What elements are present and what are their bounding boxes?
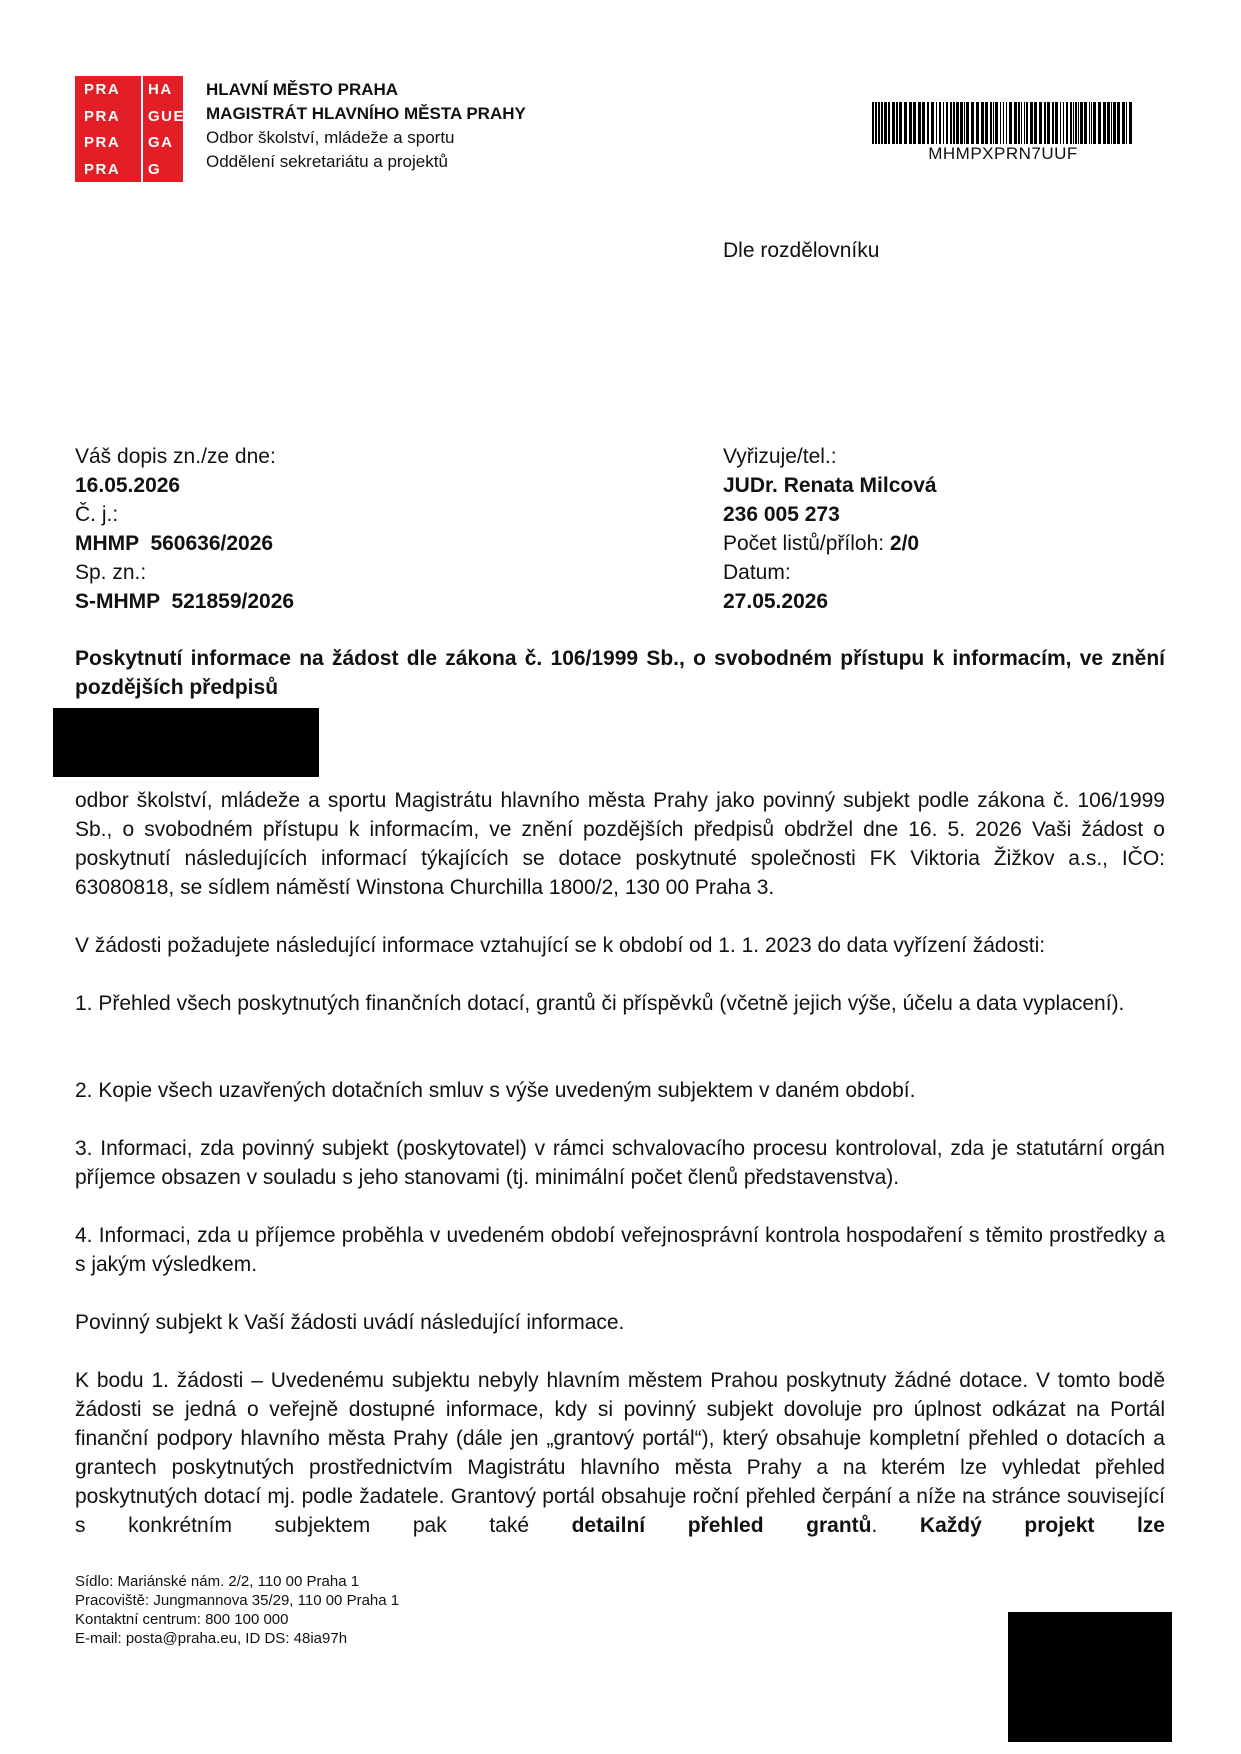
ref-date-label: Datum: [723,561,791,584]
barcode-bar [956,102,959,144]
barcode-bar [1107,102,1110,144]
barcode-bar [950,102,952,144]
barcode-bar [946,102,948,144]
barcode-bar [1078,102,1079,144]
barcode-bar [985,102,988,144]
footer-email: E-mail: posta@praha.eu, ID DS: 48ia97h [75,1630,348,1647]
body-paragraph: 1. Přehled všech poskytnutých finančních dotací, grantů či příspěvků (včetně jejich výše, účelu a data vyplacení). [75,992,1125,1015]
barcode-text: MHMPXPRN7UUF [928,144,1078,163]
ref-handler-name: JUDr. Renata Milcová [723,474,937,497]
barcode-bar [913,102,916,144]
body-paragraph: 3. Informaci, zda povinný subjekt (poskytovatel) v rámci schvalovacího procesu kontroloval, zda je statutární orgán příjemce obsazen v souladu s jeho stanovami (tj. minimální počet členů představenstva). [75,1137,1165,1189]
logo-text: G [148,160,162,178]
barcode-bar [1103,102,1106,144]
header-department: Odbor školství, mládeže a sportu [206,128,455,147]
redacted-block [1008,1612,1172,1742]
barcode-bar [1024,102,1025,144]
barcode-bar [881,102,883,144]
barcode-bar [909,102,912,144]
logo-row [75,156,183,183]
barcode-bar [918,102,921,144]
barcode-bar [1018,102,1020,144]
ref-cj-label: Č. j.: [75,503,119,526]
ref-letter-label: Váš dopis zn./ze dne: [75,445,276,468]
footer-contact: Kontaktní centrum: 800 100 000 [75,1611,289,1628]
barcode-bar [1091,102,1092,144]
barcode-bar [1111,102,1112,144]
barcode-bar [1026,102,1028,144]
ref-pages-value: 2/0 [889,532,920,555]
barcode-bar [976,102,979,144]
barcode-bar [943,102,944,144]
addressee: Dle rozdělovníku [723,239,880,262]
barcode-bar [1044,102,1046,144]
barcode-bar [1066,102,1068,144]
ref-letter-date: 16.05.2026 [75,474,181,497]
header-section: Oddělení sekretariátu a projektů [206,152,448,171]
logo-row [75,76,183,103]
ref-pages-label: Počet listů/příloh: [723,532,890,555]
logo-row [75,129,183,156]
barcode-bar [1030,102,1033,144]
body-text: . [871,1514,920,1537]
barcode-bar [872,102,874,144]
barcode-bar [904,102,907,144]
barcode-bar [884,102,887,144]
barcode-bar [993,102,994,144]
logo-text: PRA [84,134,121,151]
barcode-bar [1129,102,1132,144]
barcode-bar [1070,102,1072,144]
barcode-bar [1052,102,1054,144]
barcode-bar [1126,102,1127,144]
barcode-bar [1034,102,1037,144]
barcode-bar [1047,102,1050,144]
barcode-bar [875,102,877,144]
barcode-bar [1089,102,1090,144]
logo-text: PRA [84,81,121,98]
barcode-bar [1021,102,1022,144]
letter-subject: Poskytnutí informace na žádost dle zákona č. 106/1999 Sb., o svobodném přístupu k informacím, ve znění pozdějších předpisů [75,647,1165,699]
barcode-bar [1093,102,1096,144]
barcode-bar [981,102,984,144]
barcode-bar [939,102,941,144]
body-paragraph: odbor školství, mládeže a sportu Magistrátu hlavního města Prahy jako povinný subjekt podle zákona č. 106/1999 Sb., o svobodném přístupu k informacím, ve znění pozdějších předpisů obdržel dne 16. 5. 2026 Vaši žádost o poskytnutí následujících informací týkajících se dotace poskytnuté společnosti FK Viktoria Žižkov a.s., IČO: 63080818, se sídlem náměstí Winstona Churchilla 1800/2, 130 00 Praha 3. [75,789,1165,899]
body-paragraph: 2. Kopie všech uzavřených dotačních smluv s výše uvedeným subjektem v daném období. [75,1079,916,1102]
body-paragraph: Povinný subjekt k Vaší žádosti uvádí následující informace. [75,1311,625,1334]
body-paragraph: V žádosti požadujete následující informace vztahující se k období od 1. 1. 2023 do data vyřízení žádosti: [75,934,1046,957]
ref-spzn-label: Sp. zn.: [75,561,147,584]
barcode-bar [896,102,898,144]
ref-handler-phone: 236 005 273 [723,503,840,526]
ref-handler-label: Vyřizuje/tel.: [723,445,837,468]
body-paragraph [75,1366,1165,1540]
barcode-bar [927,102,929,144]
barcode-bar [1014,102,1017,144]
body-text: K bodu 1. žádosti – Uvedenému subjektu nebyly hlavním městem Prahou poskytnuty žádné dotace. V tomto bodě žádosti se jedná o veřejně dostupné informace, kdy si povinný subjekt dovoluje pro úplnost odkázat na Portál finanční podpory hlavního města Prahy (dále jen „grantový portál“), který obsahuje kompletní přehled o dotacích a grantech poskytnutých prostřednictvím Magistrátu hlavního města Prahy a na kterém lze vyhledat přehled poskytnutých dotací mj. podle žadatele. Grantový portál obsahuje roční přehled čerpání a níže na stránce související s konkrétním subjektem pak také [75,1369,1165,1537]
logo-text: PRA [84,160,121,178]
barcode-bar [990,102,992,144]
barcode-bar [1113,102,1116,144]
logo-text: HA [148,81,173,98]
logo-text: GUE [148,107,186,125]
barcode-bar [1055,102,1058,144]
barcode-bar [1075,102,1077,144]
barcode-bar [1003,102,1004,144]
footer-workplace: Pracoviště: Jungmannova 35/29, 110 00 Praha 1 [75,1592,400,1609]
header-city: HLAVNÍ MĚSTO PRAHA [206,80,399,99]
footer-seat: Sídlo: Mariánské nám. 2/2, 110 00 Praha 1 [75,1573,360,1590]
ref-cj-value: MHMP 560636/2026 [75,532,274,555]
barcode-bar [971,102,974,144]
barcode-bar [892,102,895,144]
barcode-bar [888,102,890,144]
barcode-bar [964,102,965,144]
body-bold-text: Každý projekt lze [919,1514,1165,1537]
barcode-bar [960,102,963,144]
prague-logo [75,76,186,182]
barcode-bar [1122,102,1125,144]
ref-date-value: 27.05.2026 [723,590,829,613]
ref-spzn-value: S-MHMP 521859/2026 [75,590,295,613]
barcode [872,102,1134,144]
barcode-bar [1117,102,1120,144]
barcode-bar [1039,102,1042,144]
body-bold-text: detailní přehled grantů [571,1514,872,1537]
logo-row [75,103,186,130]
barcode-bar [936,102,937,144]
barcode-bar [966,102,969,144]
barcode-bar [878,102,880,144]
barcode-bar [1080,102,1083,144]
barcode-bar [1084,102,1087,144]
barcode-bar [899,102,902,144]
ref-pages [723,529,919,558]
logo-text: GA [148,134,174,151]
barcode-bar [1006,102,1007,144]
barcode-bar [1009,102,1012,144]
barcode-bar [995,102,998,144]
barcode-bar [953,102,955,144]
barcode-bar [1000,102,1001,144]
barcode-bar [1098,102,1101,144]
barcode-bar [1060,102,1061,144]
barcode-bar [1073,102,1074,144]
barcode-bar [1063,102,1064,144]
body-paragraph: 4. Informaci, zda u příjemce proběhla v uvedeném období veřejnosprávní kontrola hospodaření s těmito prostředky a s jakým výsledkem. [75,1224,1165,1276]
barcode-bar [922,102,925,144]
barcode-bar [931,102,934,144]
logo-text: PRA [84,107,121,125]
redacted-block [53,708,319,777]
header-magistrate: MAGISTRÁT HLAVNÍHO MĚSTA PRAHY [206,104,526,123]
